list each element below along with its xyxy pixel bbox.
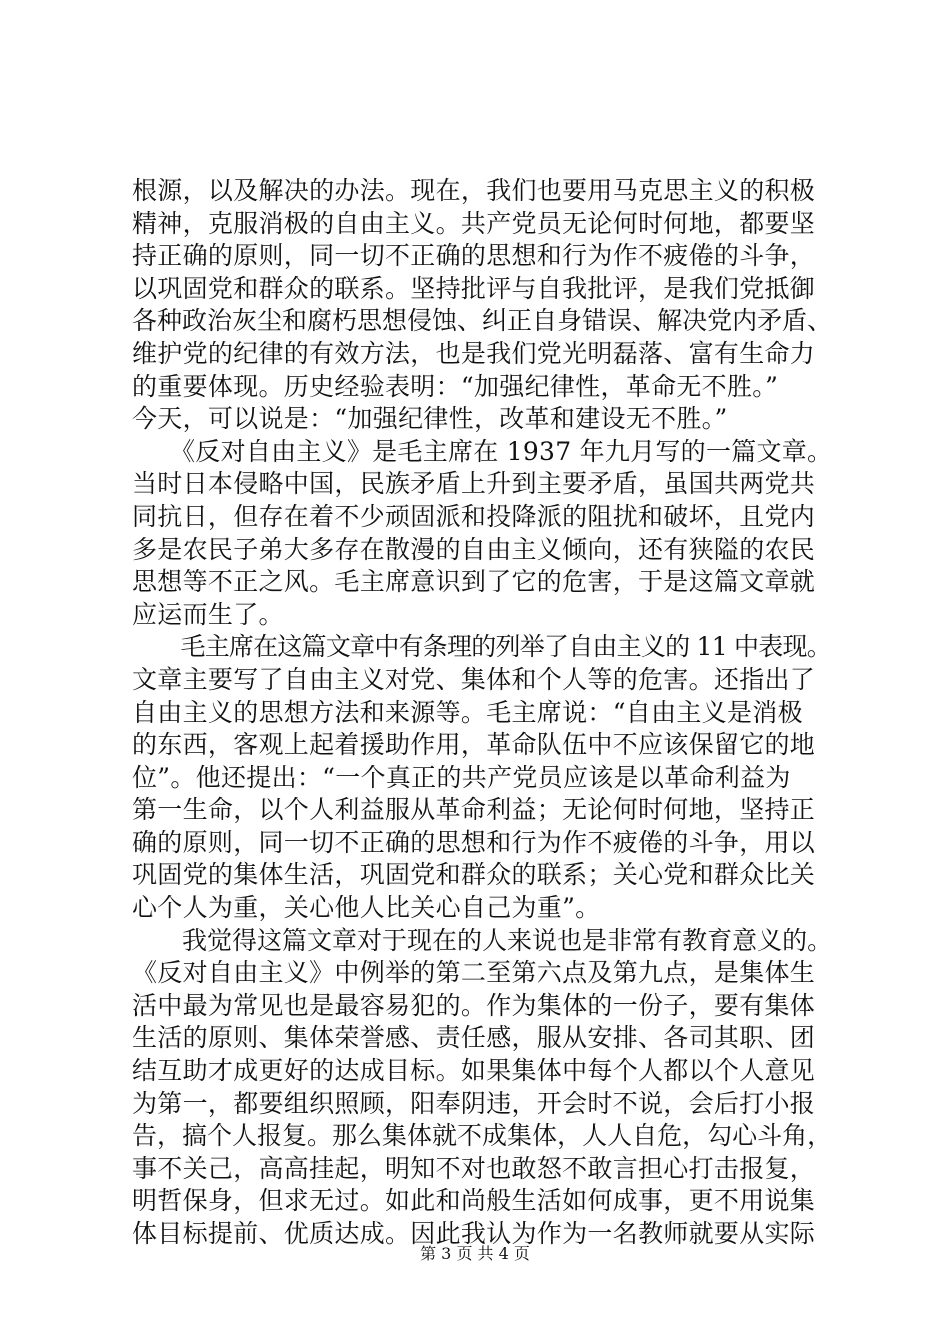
text-line: 《反对自由主义》中例举的第二至第六点及第九点，是集体生 bbox=[132, 958, 816, 988]
text-line: 体目标提前、优质达成。因此我认为作为一名教师就要从实际 bbox=[132, 1219, 816, 1248]
text-line: 文章主要写了自由主义对党、集体和个人等的危害。还指出了 bbox=[132, 664, 816, 694]
text-line: 位”。他还提出：“一个真正的共产党员应该是以革命利益为 bbox=[132, 762, 791, 792]
text-line: 各种政治灰尘和腐朽思想侵蚀、纠正自身错误、解决党内矛盾、 bbox=[132, 306, 833, 336]
text-line: 持正确的原则，同一切不正确的思想和行为作不疲倦的斗争， bbox=[132, 241, 816, 271]
text-line: 事不关己，高高挂起，明知不对也敢怒不敢言担心打击报复， bbox=[132, 1153, 816, 1183]
text-line: 第一生命，以个人利益服从革命利益；无论何时何地，坚持正 bbox=[132, 795, 816, 825]
text-line: 巩固党的集体生活，巩固党和群众的联系；关心党和群众比关 bbox=[132, 860, 816, 890]
text-line: 毛主席在这篇文章中有条理的列举了自由主义的 11 中表现。 bbox=[132, 632, 831, 662]
text-line: 多是农民子弟大多存在散漫的自由主义倾向，还有狭隘的农民 bbox=[132, 534, 816, 564]
text-line: 同抗日，但存在着不少顽固派和投降派的阻扰和破坏，且党内 bbox=[132, 501, 816, 531]
text-line: 以巩固党和群众的联系。坚持批评与自我批评，是我们党抵御 bbox=[132, 273, 816, 303]
text-line: 明哲保身，但求无过。如此和尚般生活如何成事，更不用说集 bbox=[132, 1186, 816, 1216]
text-line: 告，搞个人报复。那么集体就不成集体，人人自危，勾心斗角， bbox=[132, 1121, 833, 1151]
text-line: 的重要体现。历史经验表明：“加强纪律性，革命无不胜。” bbox=[132, 371, 779, 401]
text-line: 思想等不正之风。毛主席意识到了它的危害，于是这篇文章就 bbox=[132, 567, 816, 597]
text-line: 应运而生了。 bbox=[132, 599, 284, 629]
text-line: 结互助才成更好的达成目标。如果集体中每个人都以个人意见 bbox=[132, 1056, 816, 1086]
text-line: 的东西，客观上起着援助作用，革命队伍中不应该保留它的地 bbox=[132, 730, 816, 760]
text-line: 确的原则，同一切不正确的思想和行为作不疲倦的斗争，用以 bbox=[132, 827, 816, 857]
text-line: 生活的原则、集体荣誉感、责任感，服从安排、各司其职、团 bbox=[132, 1023, 816, 1053]
document-body bbox=[132, 175, 832, 1251]
text-line: 精神，克服消极的自由主义。共产党员无论何时何地，都要坚 bbox=[132, 208, 816, 238]
text-line: 维护党的纪律的有效方法，也是我们党光明磊落、富有生命力 bbox=[132, 338, 816, 368]
text-line: 我觉得这篇文章对于现在的人来说也是非常有教育意义的。 bbox=[132, 925, 833, 955]
text-line: 今天，可以说是：“加强纪律性，改革和建设无不胜。” bbox=[132, 404, 728, 434]
text-line: 根源，以及解决的办法。现在，我们也要用马克思主义的积极 bbox=[132, 176, 816, 205]
text-line: 为第一，都要组织照顾，阳奉阴违，开会时不说，会后打小报 bbox=[132, 1088, 816, 1118]
page-number-footer: 第 3 页 共 4 页 bbox=[420, 1244, 530, 1263]
text-line: 《反对自由主义》是毛主席在 1937 年九月写的一篇文章。 bbox=[132, 436, 833, 466]
text-line: 心个人为重，关心他人比关心自己为重”。 bbox=[132, 893, 601, 923]
text-line: 当时日本侵略中国，民族矛盾上升到主要矛盾，虽国共两党共 bbox=[132, 469, 816, 499]
text-line: 自由主义的思想方法和来源等。毛主席说：“自由主义是消极 bbox=[132, 697, 803, 727]
text-line: 活中最为常见也是最容易犯的。作为集体的一份子，要有集体 bbox=[132, 990, 816, 1020]
